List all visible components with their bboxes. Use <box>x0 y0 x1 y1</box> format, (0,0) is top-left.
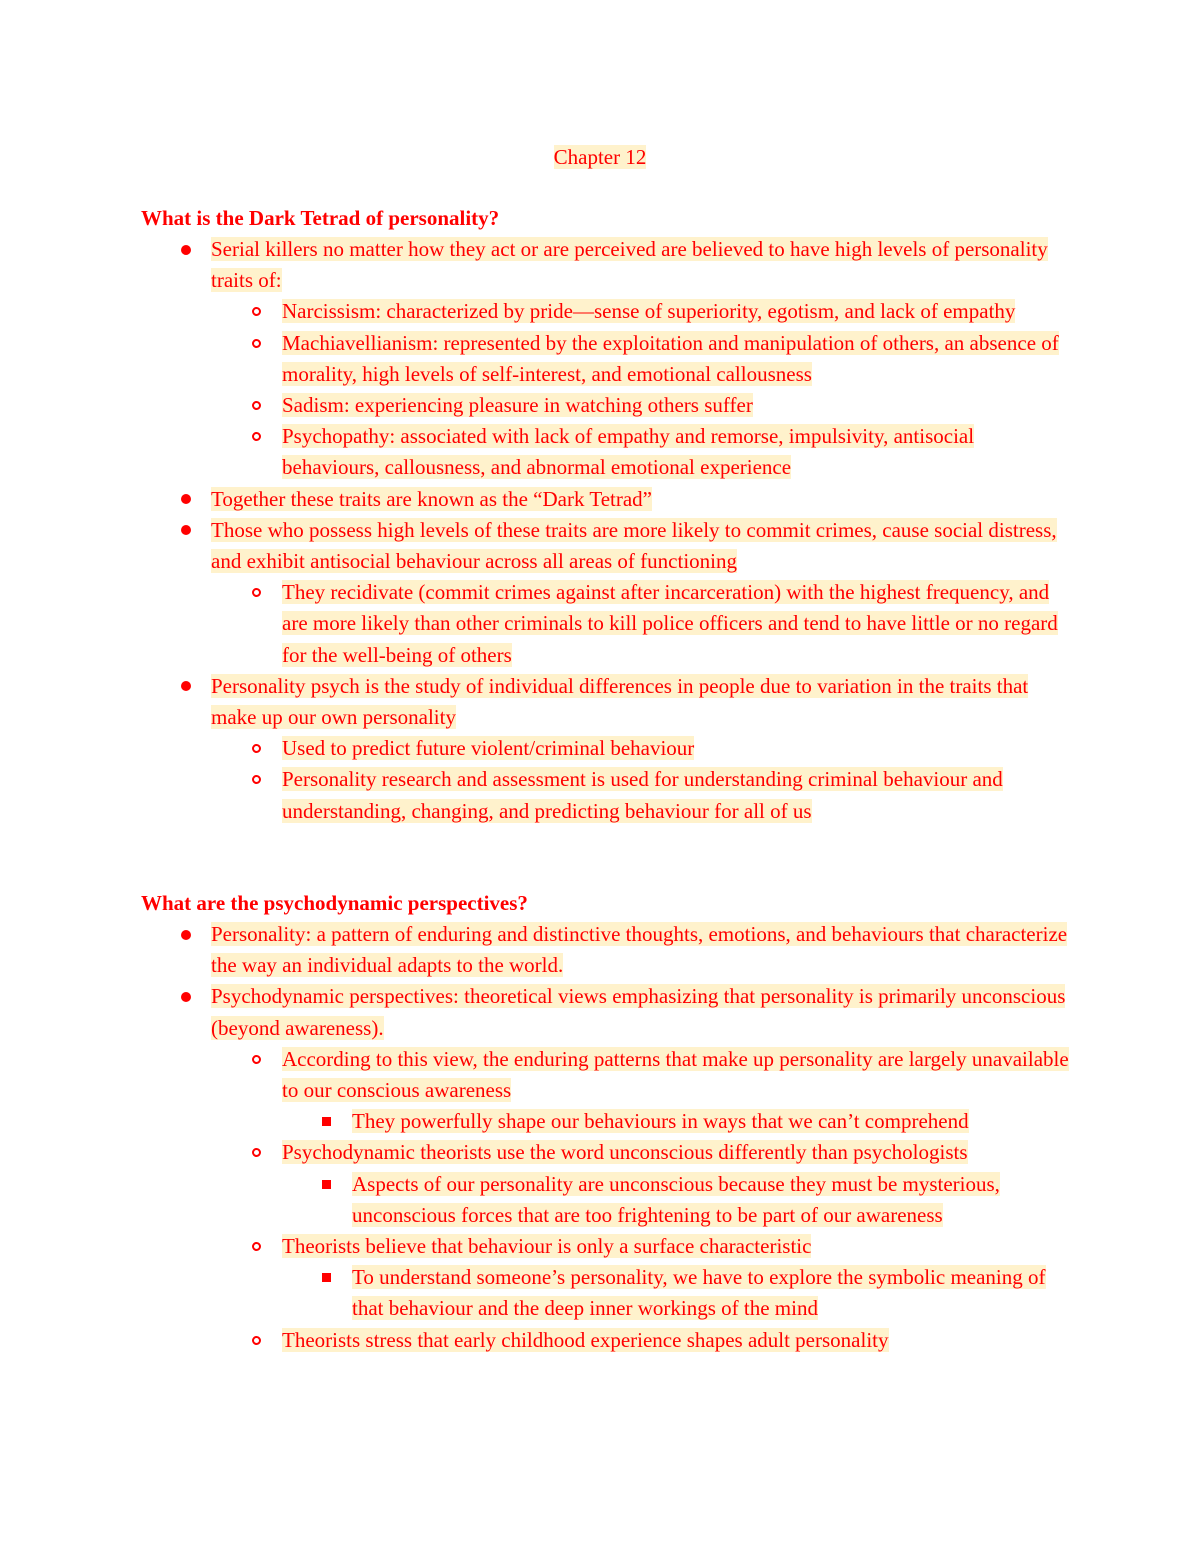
hollow-bullet-icon <box>246 764 266 795</box>
list-item-level-1 <box>141 515 1071 577</box>
list-item-level-2 <box>141 1325 1071 1356</box>
square-bullet-icon <box>316 1169 336 1200</box>
section-heading: What are the psychodynamic perspectives? <box>141 891 528 915</box>
filled-bullet-icon <box>176 981 196 1012</box>
list-item-level-2 <box>141 421 1071 483</box>
hollow-bullet-icon <box>246 1231 266 1262</box>
list-item-text: Theorists stress that early childhood experience shapes adult personality <box>282 1327 889 1352</box>
hollow-bullet-icon <box>246 421 266 452</box>
list-item-text: Sadism: experiencing pleasure in watching others suffer <box>282 393 753 418</box>
section-heading: What is the Dark Tetrad of personality? <box>141 206 500 230</box>
filled-bullet-icon <box>176 515 196 546</box>
hollow-bullet-icon <box>246 577 266 608</box>
list-item-level-2 <box>141 1231 1071 1262</box>
list-item-level-1 <box>141 981 1071 1043</box>
section-dark-tetrad <box>141 203 1071 827</box>
list-item-text: Psychodynamic theorists use the word unconscious differently than psychologists <box>282 1140 968 1165</box>
hollow-bullet-icon <box>246 1325 266 1356</box>
list-item-text: Those who possess high levels of these traits are more likely to commit crimes, cause social distress, and exhibit antisocial behaviour across all areas of functioning <box>211 517 1057 574</box>
list-item-level-1 <box>141 919 1071 981</box>
list-item-text: Theorists believe that behaviour is only a surface characteristic <box>282 1234 812 1259</box>
list-item-text: Personality psych is the study of individual differences in people due to variation in the traits that make up our own personality <box>211 673 1029 730</box>
list-item-text: They powerfully shape our behaviours in ways that we can’t comprehend <box>352 1109 969 1134</box>
list-item-level-2 <box>141 296 1071 327</box>
list-item-text: Personality research and assessment is used for understanding criminal behaviour and understanding, changing, and predicting behaviour for all of us <box>282 767 1003 823</box>
list-item-level-2 <box>141 328 1071 390</box>
list-item-text: Used to predict future violent/criminal behaviour <box>282 736 695 761</box>
hollow-bullet-icon <box>246 1044 266 1075</box>
list-item-level-2 <box>141 1137 1071 1168</box>
filled-bullet-icon <box>176 234 196 265</box>
list-item-text: Together these traits are known as the “Dark Tetrad” <box>211 486 652 511</box>
hollow-bullet-icon <box>246 328 266 359</box>
list-item-level-1 <box>141 484 1071 515</box>
list-item-text: Psychodynamic perspectives: theoretical views emphasizing that personality is primarily unconscious (beyond awareness). <box>211 984 1066 1040</box>
list-item-level-2 <box>141 1044 1071 1106</box>
square-bullet-icon <box>316 1262 336 1293</box>
hollow-bullet-icon <box>246 296 266 327</box>
list-item-text: Aspects of our personality are unconscious because they must be mysterious, unconscious forces that are too frightening to be part of our awareness <box>352 1171 1000 1227</box>
list-item-text: Narcissism: characterized by pride—sense of superiority, egotism, and lack of empathy <box>282 299 1016 324</box>
square-bullet-icon <box>316 1106 336 1137</box>
list-item-level-3 <box>141 1169 1071 1231</box>
list-item-level-3 <box>141 1106 1071 1137</box>
list-item-level-2 <box>141 577 1071 671</box>
hollow-bullet-icon <box>246 1137 266 1168</box>
section-psychodynamic <box>141 888 1071 1356</box>
bullet-list <box>141 919 1071 1356</box>
list-item-text: Machiavellianism: represented by the exploitation and manipulation of others, an absence of morality, high levels of self-interest, and emotional callousness <box>282 330 1059 386</box>
list-item-text: Personality: a pattern of enduring and distinctive thoughts, emotions, and behaviours that characterize the way an individual adapts to the world. <box>211 922 1068 978</box>
hollow-bullet-icon <box>246 733 266 764</box>
filled-bullet-icon <box>176 484 196 515</box>
hollow-bullet-icon <box>246 390 266 421</box>
list-item-text: Serial killers no matter how they act or are perceived are believed to have high levels of personality traits of: <box>211 237 1048 293</box>
list-item-text: To understand someone’s personality, we have to explore the symbolic meaning of that behaviour and the deep inner workings of the mind <box>352 1265 1046 1321</box>
filled-bullet-icon <box>176 919 196 950</box>
list-item-level-2 <box>141 764 1071 826</box>
list-item-level-2 <box>141 390 1071 421</box>
filled-bullet-icon <box>176 671 196 702</box>
list-item-level-3 <box>141 1262 1071 1324</box>
list-item-text: Psychopathy: associated with lack of empathy and remorse, impulsivity, antisocial behaviours, callousness, and abnormal emotional experience <box>282 424 975 480</box>
list-item-text: According to this view, the enduring patterns that make up personality are largely unavailable to our conscious awareness <box>282 1046 1069 1103</box>
list-item-level-2 <box>141 733 1071 764</box>
bullet-list <box>141 234 1071 827</box>
list-item-level-1 <box>141 234 1071 296</box>
list-item-text: They recidivate (commit crimes against after incarceration) with the highest frequency, and are more likely than other criminals to kill police officers and tend to have little or no regard for the well-being of others <box>282 580 1058 667</box>
page-title: Chapter 12 <box>553 145 647 169</box>
list-item-level-1 <box>141 671 1071 733</box>
